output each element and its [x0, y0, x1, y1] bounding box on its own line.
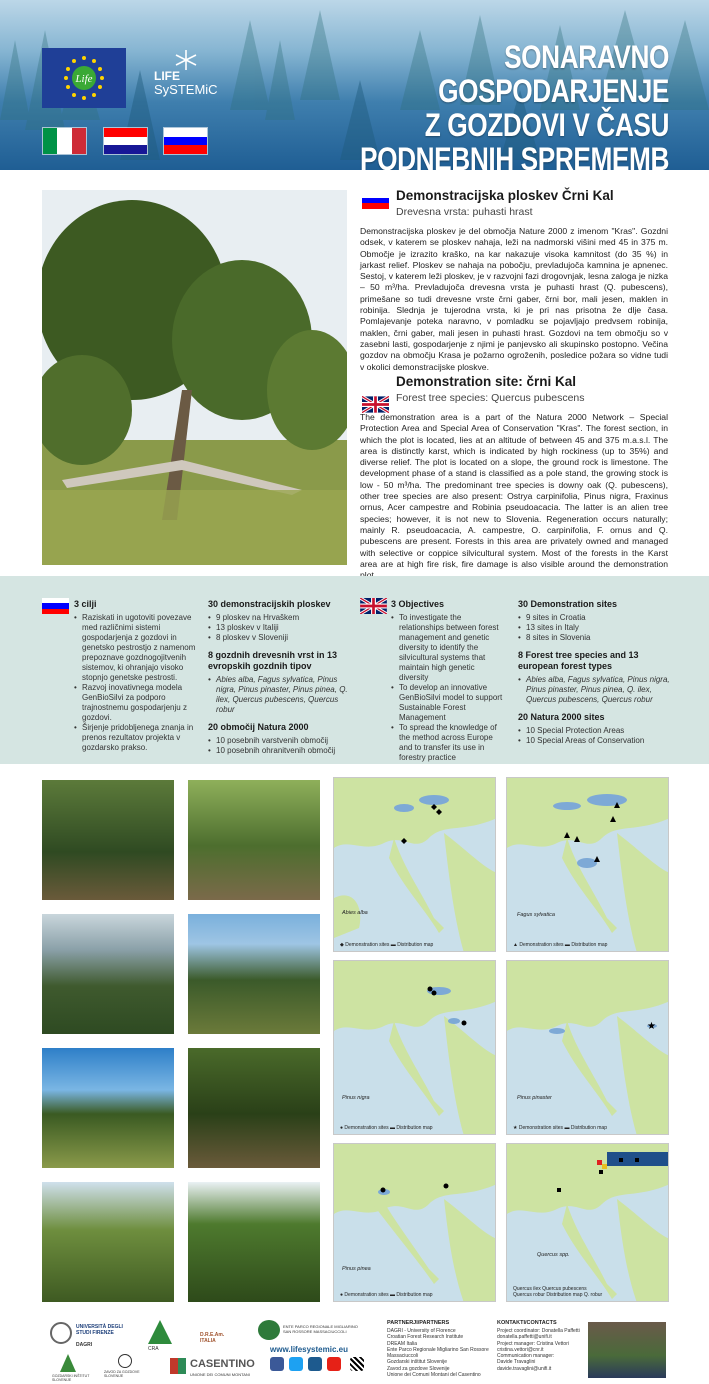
natura-title-en: 20 Natura 2000 sites — [518, 712, 605, 722]
objective-item: • To develop an innovative GenBioSilvi model to support Sustainable Forest Management — [391, 683, 506, 723]
partner-logo-cra-icon — [148, 1320, 172, 1344]
partner-logo-zgs: ZAVOD ZA GOZDOVE SLOVENIJE — [104, 1370, 140, 1378]
map-species-label: Pinus nigra — [342, 1095, 370, 1101]
map-legend: ● Demonstration sites ▬ Distribution map — [340, 1292, 433, 1298]
natura-title-sl: 20 območij Natura 2000 — [208, 722, 309, 732]
twitter-icon[interactable] — [289, 1357, 303, 1371]
objectives-title-sl: 3 cilji — [74, 599, 97, 609]
list-item: • 13 ploskev v Italiji — [208, 623, 353, 633]
italy-flag — [42, 127, 87, 155]
legend-distribution: Distribution map — [396, 1292, 433, 1298]
facebook-icon[interactable] — [270, 1357, 284, 1371]
contacts-list: Project coordinator: Donatella Paffetti donatella.paffetti@unifi.it Project manager: Cristina Vettori cristina.vettori@cnr.it Communication manager: Davide Travaglini davide.travaglini@unifi.it — [497, 1328, 580, 1372]
map-legend: ▲ Demonstration sites ▬ Distribution map — [513, 942, 608, 948]
partner-logo-zgs-icon — [118, 1354, 132, 1368]
title-line-3: PODNEBNIH SPREMEMB — [360, 141, 669, 170]
list-item: • 10 Special Protection Areas — [518, 726, 678, 736]
legend-distribution: Distribution map — [397, 942, 434, 948]
plots-title-sl: 30 demonstracijskih ploskev — [208, 599, 331, 609]
list-item: • 10 Special Areas of Conservation — [518, 736, 678, 746]
list-item: • 10 posebnih ohranitvenih območij — [208, 746, 353, 756]
title-line-2: Z GOZDOVI V ČASU — [424, 107, 669, 143]
objectives-sl — [74, 599, 199, 753]
slovenia-flag — [163, 127, 208, 155]
facts-en — [518, 599, 678, 753]
objective-item: • Razvoj inovativnega modela GenBioSilvi za podporo trajnostnemu gospodarjenju z gozdovi. — [74, 683, 199, 723]
objective-item: • To spread the knowledge of the method across Europe and to transfer its use in forestry practice — [391, 723, 506, 763]
distribution-map-abies — [333, 777, 496, 952]
site-title-en: Demonstration site: črni Kal — [396, 374, 577, 389]
map-species-label: Pinus pinea — [342, 1266, 371, 1272]
legend-sites: Demonstration sites — [518, 1125, 564, 1131]
partner-logo-dagri: DAGRI — [76, 1342, 93, 1348]
site-body-en: The demonstration area is a part of the Natura 2000 Network – Special Protection Area and Special Area of Conservation "Kras". The forest section, in which the plot is located, lies at an altitude of between 45 and 375 m.a.s.l. The area is distinctly karst, which is indicated by high rockiness (up to 35%) and diverse relief. The plot is located on a slope, the ground rock is limestone. The development phase of a stand is classified as a pole stand, the growing stock is low - 50 m³/ha. The predominant tree species is downy oak (Q. pubescens), other tree species are also present: Ostrya carpinifolia, Pinus nigra, Fraxinus ornus, Acer campestre and Robinia pseudoacacia. The latter is an alien tree species; however, it is not new to Slovenia. Regeneration occurs naturally; mainly R. pseudoacacia, A. campestre, O. carpinifolia, F. ornus and Q. pubescens are present. Forests in this area are privately owned and managed with selective or coppice silvicultural system. Most of the forests in the Karst area are at high fire risk, fire damage is also visible around the demonstration — [360, 412, 668, 569]
life-logo-bottom: SySTEMiC — [154, 82, 218, 97]
legend-sites: Demonstration sites — [345, 942, 390, 948]
species-photo-pinus-nigra — [42, 914, 174, 1034]
partners-heading: PARTNERJI/PARTNERS — [387, 1320, 450, 1326]
list-item: • Abies alba, Fagus sylvatica, Pinus nigra, Pinus pinaster, Pinus pinea, Q. ilex, Quercus pubescens, Quercus robur — [208, 675, 353, 715]
site-title-sl: Demonstracijska ploskev Črni Kal — [396, 188, 614, 203]
partner-logo-gis-icon — [60, 1354, 76, 1372]
objectives-title-en: 3 Objectives — [391, 599, 445, 609]
species-photo-abies — [42, 780, 174, 900]
uk-flag-icon — [362, 396, 389, 413]
distribution-map-pinus-nigra — [333, 960, 496, 1135]
map-legend: ◆ Demonstration sites ▬ Distribution map — [340, 942, 434, 948]
list-item: • Abies alba, Fagus sylvatica, Pinus nigra, Pinus pinaster, Pinus pinea, Q. ilex, Quercus pubescens, Quercus robur — [518, 675, 678, 705]
species-photo-quercus-robur — [188, 1182, 320, 1302]
demonstration-site-photo — [42, 190, 347, 565]
objective-item: • Raziskati in ugotoviti povezave med različnimi sistemi gospodarjenja z gozdovi in genetsko pestrostjo z namenom prepoznave gozdnogojitvenih sistemov, ki ohranjajo visoko stopnjo genetske pestrosti. — [74, 613, 199, 683]
legend-distribution: Distribution map — [571, 942, 608, 948]
partner-logo-parco: ENTE PARCO REGIONALE MIGLIARINO SAN ROSSORE MASSACIUCCOLI — [283, 1324, 358, 1334]
sites-title-en: 30 Demonstration sites — [518, 599, 618, 609]
map-species-label: Pinus pinaster — [517, 1095, 552, 1101]
instagram-icon[interactable] — [308, 1357, 322, 1371]
qr-code-icon[interactable] — [350, 1357, 364, 1371]
distribution-map-quercus — [506, 1143, 669, 1302]
distribution-map-pinus-pinaster — [506, 960, 669, 1135]
partner-logo-unifi — [50, 1322, 72, 1344]
legend-distribution: Distribution map — [396, 1125, 433, 1131]
partner-logo-cra: CRA — [148, 1346, 159, 1352]
map-species-label: Fagus sylvatica — [517, 912, 555, 918]
svg-text:★: ★ — [647, 1021, 656, 1032]
objective-item: • To investigate the relationships between forest management and genetic diversity to identify the silvicultural systems that maintain high genetic diversity — [391, 613, 506, 683]
species-photo-fagus — [188, 780, 320, 900]
map-legend: ★ Demonstration sites ▬ Distribution map — [513, 1125, 607, 1131]
partner-logo-parco-icon — [258, 1320, 280, 1340]
distribution-map-fagus — [506, 777, 669, 952]
legend-distribution: Distribution map — [570, 1125, 607, 1131]
slovenia-flag-icon — [42, 598, 69, 614]
site-subtitle-sl: Drevesna vrsta: puhasti hrast — [396, 206, 533, 218]
partner-logo-gis: GOZDARSKI INŠTITUT SLOVENIJE — [52, 1374, 90, 1382]
uk-flag-icon — [360, 598, 387, 614]
distribution-map-pinus-pinea — [333, 1143, 496, 1302]
project-facts-band — [0, 576, 709, 764]
legend-sites: Demonstration sites — [344, 1292, 389, 1298]
legend-sites: Demonstration sites — [344, 1125, 389, 1131]
eu-logo-text: Life — [75, 73, 93, 85]
site-body-sl: Demonstracijska ploskev je del območja Nature 2000 z imenom "Kras". Gozdni odsek, v katerem se ploskev nahaja, leži na nadmorski višini med 45 in 375 m. Območje je izrazito kraško, na kar nakazuje visoka kamnitost (do 35 %) in jarkast relief. Ploskev se nahaja na pobočju, prevladujoča kamnina je apnenec. Sestoj, v katerem leži ploskev, je v razvojni fazi drogovnjak, lesna zaloga je nizka – 50 m³/ha. Prevladujoča drevesna vrsta je puhasti hrast (Q. pubescens), primešane so tudi drevesne vrste črni gaber, črni bor, mali jesen, maklen in robinija. Slednja je tujerodna vrsta, ki je pri nas prisotna že dlje časa. Pomlajevanje poteka naravno, v pomladku se pojavljajo predvsem robinija, maklen, črni gaber, mali jesen in puhasti hrast. Gozdovi na tem območju so v zasebni lasti, gospodarjenje z njimi je panjevsko ali skupinsko postopno. Večina gozdov na območju Krasa je požarno ogroženih, posledice požara so vidne tudi v okolici demonstracijske ploskve. — [360, 226, 668, 372]
header-banner — [0, 0, 709, 170]
partner-logo-casentino-icon — [170, 1358, 186, 1374]
partner-logo-unifi-text: UNIVERSITÀ DEGLI STUDI FIRENZE — [76, 1324, 123, 1336]
species-title-en: 8 Forest tree species and 13 european forest types — [518, 650, 639, 671]
life-logo-top: LIFE — [154, 69, 180, 83]
eu-life-logo — [42, 48, 126, 108]
species-photo-quercus-ilex — [188, 1048, 320, 1168]
list-item: • 13 sites in Italy — [518, 623, 678, 633]
species-photo-quercus-pubescens — [42, 1182, 174, 1302]
croatia-flag — [103, 127, 148, 155]
map-legend: ● Demonstration sites ▬ Distribution map — [340, 1125, 433, 1131]
objectives-en — [391, 599, 506, 763]
list-item: • 9 ploskev na Hrvaškem — [208, 613, 353, 623]
partner-logo-unione: UNIONE DEI COMUNI MONTANI — [190, 1372, 250, 1377]
website-link[interactable]: www.lifesystemic.eu — [270, 1345, 348, 1354]
legend-distribution: Quercus robur Distribution map Q. robur — [513, 1292, 603, 1298]
map-species-label: Abies alba — [342, 910, 368, 916]
list-item: • 10 posebnih varstvenih območij — [208, 736, 353, 746]
species-title-sl: 8 gozdnih drevesnih vrst in 13 evropskih gozdnih tipov — [208, 650, 338, 671]
species-photo-pinus-pinea — [42, 1048, 174, 1168]
life-systemic-logo — [150, 48, 234, 108]
partner-logo-casentino: CASENTINO — [190, 1358, 255, 1370]
legend-sites: Demonstration sites — [519, 942, 564, 948]
list-item: • 8 sites in Slovenia — [518, 633, 678, 643]
list-item: • 8 ploskev v Sloveniji — [208, 633, 353, 643]
facts-sl — [208, 599, 353, 763]
partner-logo-dream: D.R.E.Am. ITALIA — [200, 1332, 225, 1344]
contacts-heading: KONTAKTI/CONTACTS — [497, 1320, 557, 1326]
list-item: • 9 sites in Croatia — [518, 613, 678, 623]
title-line-1: SONARAVNO GOSPODARJENJE — [438, 39, 669, 109]
objective-item: • Širjenje pridobljenega znanja in prenos rezultatov projekta v gozdarsko prakso. — [74, 723, 199, 753]
partners-list: DAGRI - University of Florence Croatian Forest Research Institute DREAM Italia Ente Parco Regionale Migliarino San Rossore Massaciuccoli Gozdarski inštitut Slovenije Zavod za gozdove Slovenije Unione dei Comuni Montani del Casentino — [387, 1328, 489, 1379]
map-species-label: Quercus spp. — [537, 1252, 570, 1258]
species-photo-pinus-pinaster — [188, 914, 320, 1034]
legend-sites: Quercus ilex Quercus pubescens — [513, 1286, 587, 1292]
map-legend — [513, 1286, 663, 1298]
project-team-photo — [588, 1322, 666, 1378]
site-subtitle-en: Forest tree species: Quercus pubescens — [396, 392, 585, 404]
poster-title — [308, 40, 669, 170]
youtube-icon[interactable] — [327, 1357, 341, 1371]
slovenia-flag-icon — [362, 192, 389, 209]
